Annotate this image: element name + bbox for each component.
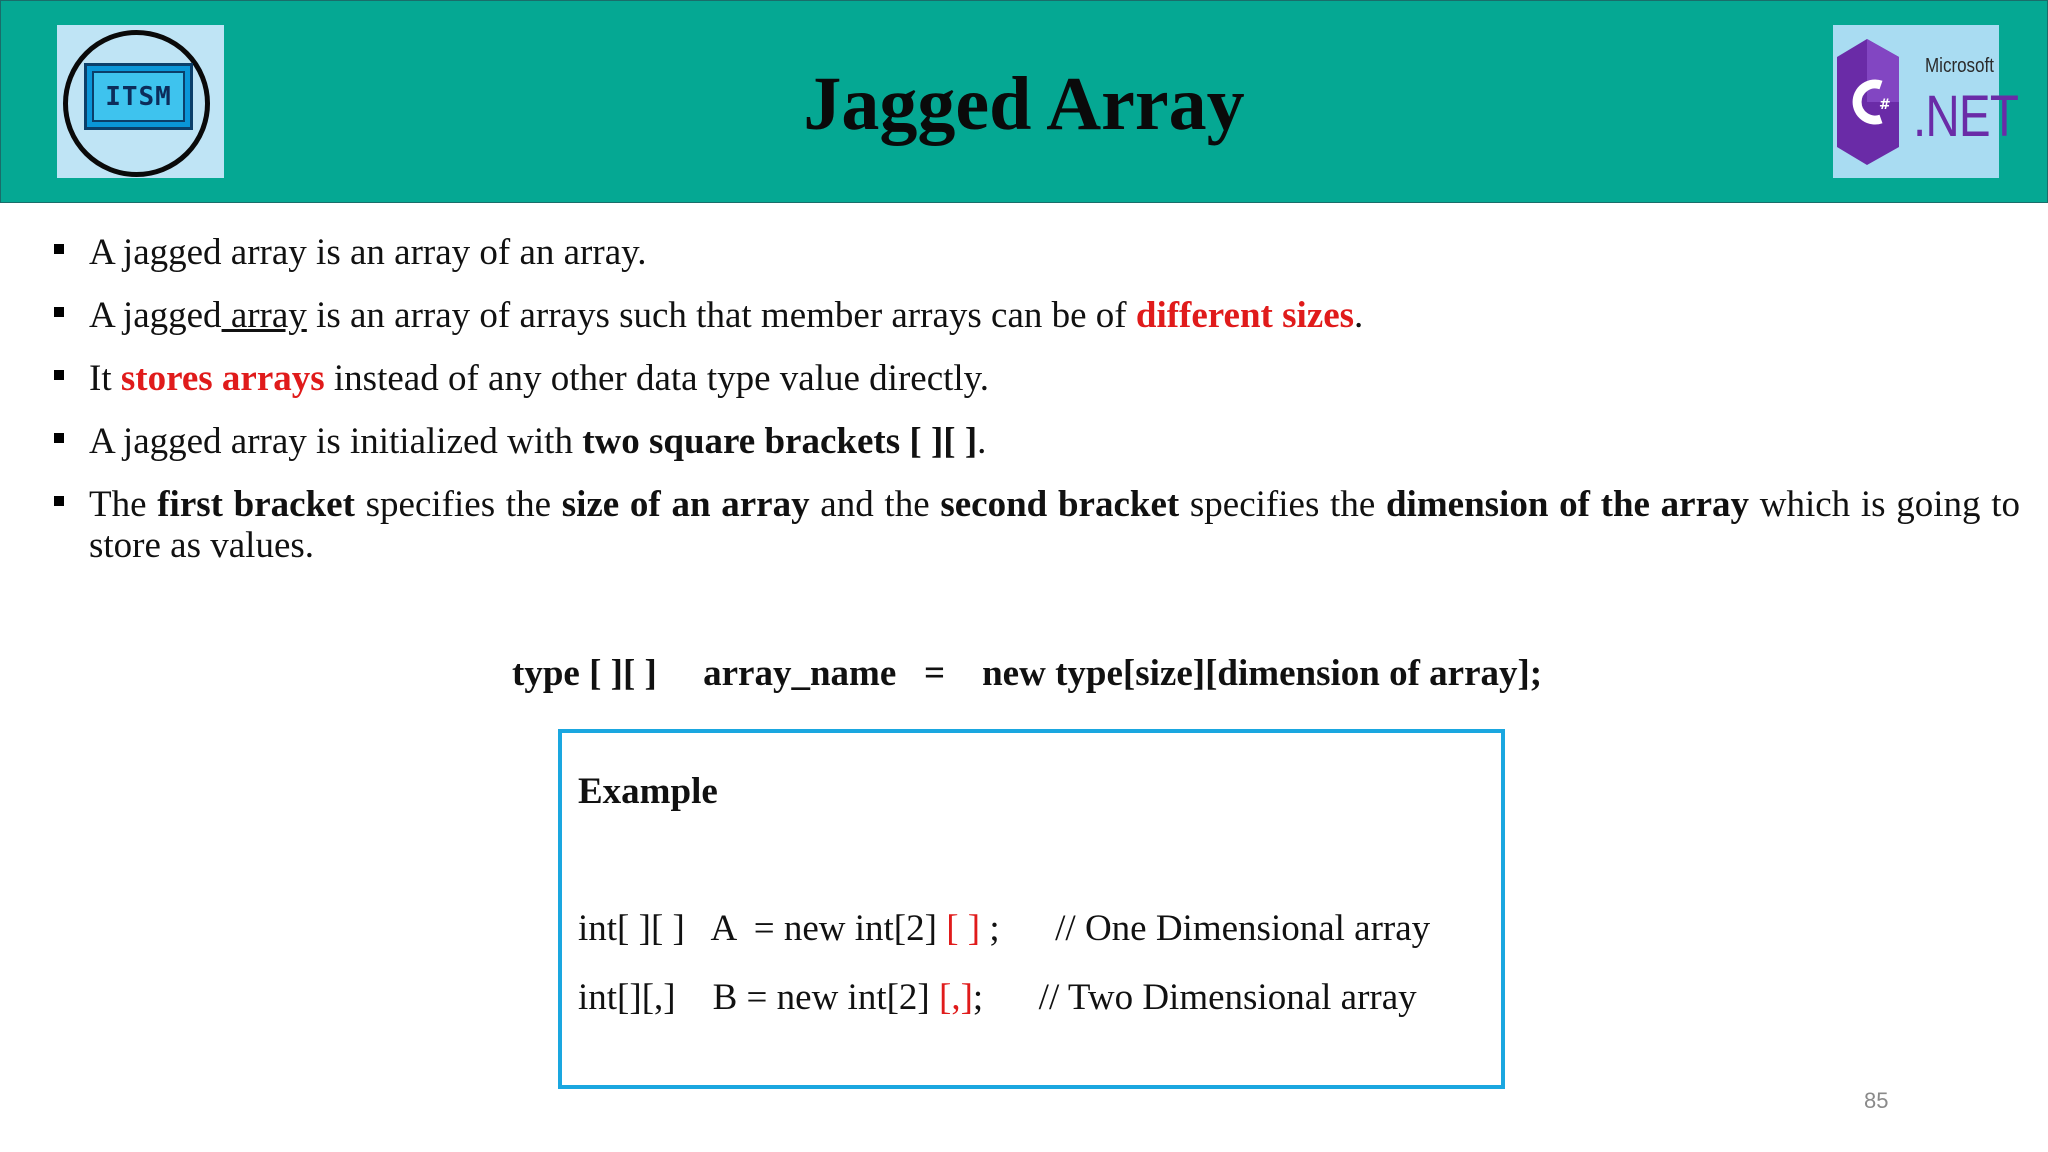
- bullet-text-bold: second bracket: [940, 484, 1180, 525]
- bullet-text: A jagged: [89, 295, 222, 336]
- bullet-text-bold: dimension of the array: [1385, 484, 1750, 525]
- example-box: [558, 729, 1505, 1089]
- bullet-text-highlight: different sizes: [1135, 295, 1355, 336]
- bullet-text: The: [89, 484, 158, 525]
- bullet-text: A jagged array is an array of an array.: [89, 232, 647, 273]
- bullet-marker: [54, 370, 64, 380]
- bullet-text-bold: size of an array: [561, 484, 810, 525]
- bullet-text: which is going to store as values.: [89, 484, 2020, 566]
- bullet-item: [52, 421, 2020, 462]
- bullet-text: .: [977, 421, 987, 462]
- bullet-marker: [54, 244, 64, 254]
- bullet-text-bold: two square brackets [ ][ ]: [582, 421, 978, 462]
- code-text: ; // Two Dimensional array: [972, 977, 1417, 1018]
- code-text: int[ ][ ] A = new int[2]: [578, 908, 947, 949]
- bullet-text-bold: first bracket: [157, 484, 355, 525]
- bullet-marker: [54, 496, 64, 506]
- bullet-text: It: [89, 358, 121, 399]
- bullet-text-underlined: array: [221, 295, 307, 336]
- example-title: Example: [578, 771, 718, 812]
- page-number: 85: [1864, 1088, 1889, 1113]
- bullet-item: [52, 358, 2020, 399]
- logo-text: ITSM: [92, 71, 185, 122]
- bullet-marker: [54, 433, 64, 443]
- bullet-text: instead of any other data type value directly.: [324, 358, 990, 399]
- bullet-text: A jagged array is initialized with: [89, 421, 583, 462]
- bullet-list: [52, 232, 2020, 588]
- code-highlight: [,]: [939, 977, 973, 1018]
- bullet-text: specifies the: [354, 484, 562, 525]
- dotnet-label: .NET: [1913, 84, 2019, 149]
- bullet-text: is an array of arrays such that member arrays can be of: [306, 295, 1136, 336]
- code-highlight: [ ]: [946, 908, 981, 949]
- microsoft-label: Microsoft: [1925, 55, 1994, 77]
- bullet-item: [52, 484, 2020, 566]
- bullet-marker: [54, 307, 64, 317]
- bullet-text-highlight: stores arrays: [120, 358, 325, 399]
- dotnet-logo: [1833, 25, 2019, 178]
- svg-text:#: #: [1879, 97, 1891, 113]
- code-line: [578, 976, 1417, 1019]
- bullet-text: .: [1354, 295, 1364, 336]
- slide-title: Jagged Array: [803, 62, 1245, 146]
- bullet-item: [52, 232, 2020, 273]
- bullet-text: and the: [809, 484, 941, 525]
- bullet-item: [52, 295, 2020, 336]
- code-text: int[][,] B = new int[2]: [578, 977, 939, 1018]
- slide-header: [0, 0, 2048, 203]
- syntax-line: type [ ][ ] array_name = new type[size][dimension of array];: [512, 653, 1543, 694]
- code-text: ; // One Dimensional array: [980, 908, 1431, 949]
- code-line: [578, 907, 1430, 950]
- bullet-text: specifies the: [1179, 484, 1386, 525]
